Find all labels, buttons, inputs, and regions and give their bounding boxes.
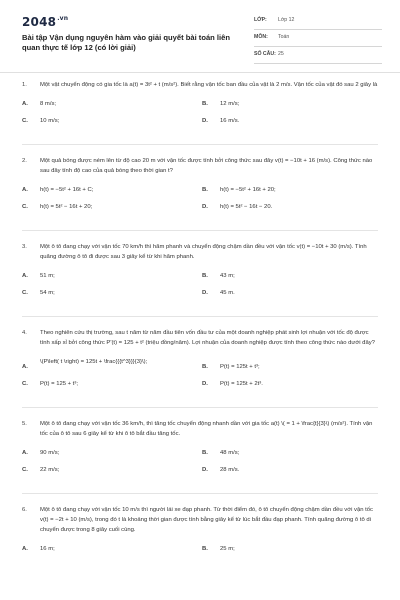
- option-letter: D.: [202, 467, 208, 473]
- logo-suffix: .vn: [57, 15, 69, 22]
- question-stem: [22, 80, 378, 90]
- option-text: \(P\left( t \right) = 125t + \frac{{{t^3}}}{3}\);: [40, 359, 148, 365]
- question-number: 2.: [22, 158, 27, 164]
- option-text: 16 m;: [40, 546, 55, 552]
- question-text: Một vật chuyển động có gia tốc là a(t) = 3t² + t (m/s²). Biết rằng vận tốc ban đầu của vật là 2 m/s. Vận tốc của vật đó sau 2 giây là: [40, 82, 378, 88]
- option-text: 43 m;: [220, 273, 235, 279]
- option-b[interactable]: [202, 544, 374, 554]
- option-b[interactable]: [202, 185, 374, 195]
- info-value: Toán: [278, 34, 290, 40]
- info-value: 25: [278, 51, 284, 57]
- option-a[interactable]: [22, 448, 194, 458]
- option-grid: [22, 271, 378, 305]
- question-number: 3.: [22, 244, 27, 250]
- option-a[interactable]: [22, 185, 194, 195]
- option-a[interactable]: [22, 271, 194, 281]
- option-grid: [22, 99, 378, 133]
- info-row-class: [254, 14, 382, 30]
- question-text: Một ô tô đang chạy với vận tốc 70 km/h thì hãm phanh và chuyển động chậm dần đều với vận tốc v(t) = −10t + 30 (m/s). Tính quãng đường ô tô đi được sau 3 giây kể từ khi hãm phanh.: [40, 244, 367, 260]
- question-stem: [22, 328, 378, 348]
- site-logo[interactable]: [22, 15, 68, 29]
- option-grid: [22, 185, 378, 219]
- option-letter: C.: [22, 290, 28, 296]
- option-letter: A.: [22, 364, 28, 370]
- option-letter: B.: [202, 364, 208, 370]
- question-text: Theo nghiên cứu thị trường, sau t năm từ năm đầu tiên vốn đầu tư của một doanh nghiệp phát sinh lợi nhuận với tốc độ được tính xấp xỉ bởi công thức P'(t) = 125 + t² (triệu đồng/năm). Lợi nhuận của doanh nghiệp được tính theo công thức nào dưới đây?: [40, 330, 375, 346]
- question-divider: [22, 144, 378, 145]
- question-list: [22, 80, 378, 576]
- question-3: [22, 242, 378, 305]
- option-text: 10 m/s;: [40, 118, 60, 124]
- info-box: [254, 14, 382, 65]
- document-title: Bài tập Vận dụng nguyên hàm vào giải quyết bài toán liên quan thực tế lớp 12 (có lời giải): [22, 33, 231, 52]
- option-text: 51 m;: [40, 273, 55, 279]
- option-text: h(t) = 5t² − 16t − 20.: [220, 204, 273, 210]
- option-d[interactable]: [202, 288, 374, 298]
- option-c[interactable]: [22, 116, 194, 126]
- option-letter: C.: [22, 118, 28, 124]
- option-b[interactable]: [202, 99, 374, 109]
- option-c[interactable]: [22, 465, 194, 475]
- option-grid: [22, 448, 378, 482]
- question-stem: [22, 156, 378, 176]
- option-text: 45 m.: [220, 290, 235, 296]
- option-text: 25 m;: [220, 546, 235, 552]
- document-header: [22, 14, 382, 66]
- question-number: 6.: [22, 507, 27, 513]
- option-letter: A.: [22, 187, 28, 193]
- option-letter: A.: [22, 101, 28, 107]
- option-text: P(t) = 125t + 2t³.: [220, 381, 263, 387]
- option-letter: B.: [202, 450, 208, 456]
- option-text: P(t) = 125 + t³;: [40, 381, 78, 387]
- option-text: h(t) = −5t² + 16t + C;: [40, 187, 94, 193]
- option-text: P(t) = 125t + t³;: [220, 364, 260, 370]
- question-number: 5.: [22, 421, 27, 427]
- option-a[interactable]: [22, 357, 194, 372]
- info-row-count: [254, 48, 382, 64]
- question-number: 1.: [22, 82, 27, 88]
- question-divider: [22, 316, 378, 317]
- question-stem: [22, 419, 378, 439]
- option-letter: B.: [202, 273, 208, 279]
- question-6: [22, 505, 378, 561]
- question-text: Một ô tô đang chạy với vận tốc 10 m/s thì người lái xe đạp phanh. Từ thời điểm đó, ô tô chuyển động chậm dần đều với vận tốc v(t) = −2t + 10 (m/s), trong đó t là khoảng thời gian được tính bằng giây kể từ lúc bắt đầu đạp phanh. Tính quãng đường ô tô di chuyển được trong 8 giây cuối cùng.: [40, 507, 374, 533]
- option-c[interactable]: [22, 379, 194, 389]
- info-value: Lớp 12: [278, 17, 295, 23]
- option-text: 16 m/s.: [220, 118, 240, 124]
- option-letter: C.: [22, 204, 28, 210]
- option-letter: B.: [202, 546, 208, 552]
- option-letter: D.: [202, 381, 208, 387]
- option-text: 54 m;: [40, 290, 55, 296]
- option-text: h(t) = 5t² − 16t + 20;: [40, 204, 93, 210]
- info-key: LỚP:: [254, 17, 267, 23]
- option-letter: A.: [22, 450, 28, 456]
- question-stem: [22, 242, 378, 262]
- option-d[interactable]: [202, 202, 374, 212]
- question-divider: [22, 407, 378, 408]
- question-divider: [22, 230, 378, 231]
- info-key: MÔN:: [254, 34, 268, 40]
- option-letter: A.: [22, 546, 28, 552]
- header-divider: [0, 72, 400, 73]
- option-text: 28 m/s.: [220, 467, 240, 473]
- option-grid: [22, 357, 378, 396]
- option-text: 48 m/s;: [220, 450, 240, 456]
- option-letter: A.: [22, 273, 28, 279]
- option-d[interactable]: [202, 465, 374, 475]
- option-letter: D.: [202, 118, 208, 124]
- option-letter: B.: [202, 187, 208, 193]
- info-key: SỐ CÂU:: [254, 51, 276, 57]
- option-letter: D.: [202, 204, 208, 210]
- info-row-subject: [254, 31, 382, 47]
- option-c[interactable]: [22, 288, 194, 298]
- option-b[interactable]: [202, 271, 374, 281]
- question-stem: [22, 505, 378, 535]
- question-2: [22, 156, 378, 219]
- option-a[interactable]: [22, 544, 194, 554]
- question-number: 4.: [22, 330, 27, 336]
- question-text: Một quả bóng được ném lên từ độ cao 20 m với vận tốc được tính bởi công thức sau đây v(t) = −10t + 16 (m/s). Công thức nào sau đây tính độ cao của quả bóng theo thời gian t?: [40, 158, 373, 174]
- option-text: 90 m/s;: [40, 450, 60, 456]
- question-text: Một ô tô đang chạy với vận tốc 36 km/h, thì tăng tốc chuyển động nhanh dần với gia tốc a(t) \( = 1 + \frac{t}{3}\) (m/s²). Tính vận tốc của ô tô sau 6 giây kể từ khi ô tô bắt đầu tăng tốc.: [40, 421, 373, 437]
- option-d[interactable]: [202, 379, 374, 389]
- option-text: 22 m/s;: [40, 467, 60, 473]
- option-letter: B.: [202, 101, 208, 107]
- option-a[interactable]: [22, 99, 194, 109]
- option-grid: [22, 544, 378, 561]
- option-b[interactable]: [202, 357, 374, 372]
- question-5: [22, 419, 378, 482]
- option-text: 12 m/s;: [220, 101, 240, 107]
- question-1: [22, 80, 378, 133]
- logo-text: 2048: [22, 15, 57, 29]
- question-divider: [22, 493, 378, 494]
- option-letter: C.: [22, 381, 28, 387]
- option-d[interactable]: [202, 116, 374, 126]
- question-4: [22, 328, 378, 396]
- option-letter: C.: [22, 467, 28, 473]
- option-text: h(t) = −5t² + 16t + 20;: [220, 187, 276, 193]
- option-c[interactable]: [22, 202, 194, 212]
- option-b[interactable]: [202, 448, 374, 458]
- option-text: 8 m/s;: [40, 101, 57, 107]
- option-letter: D.: [202, 290, 208, 296]
